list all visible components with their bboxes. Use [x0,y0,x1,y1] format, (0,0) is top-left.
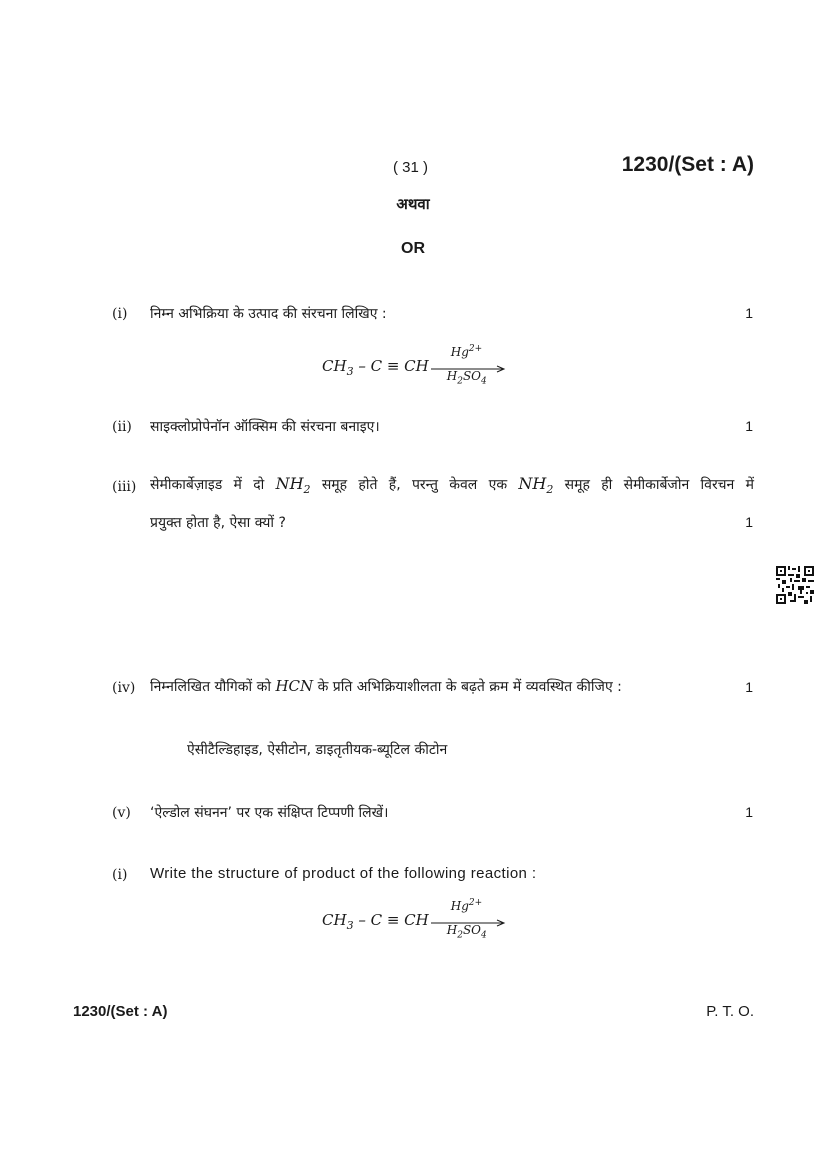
reaction-equation [322,344,507,387]
catalyst-label: $Hg^{2+}$ [450,898,483,913]
question-marks: 1 [745,418,753,434]
question-text: निम्नलिखित यौगिकों को HCN के प्रति अभिक्रियाशीलता के बढ़ते क्रम में व्यवस्थित कीजिए : [150,677,622,695]
reagent-label: $H_2SO_4$ [446,369,487,387]
catalyst-label: $Hg^{2+}$ [450,344,483,359]
question-text-line2: प्रयुक्त होता है, ऐसा क्यों ? [150,515,286,531]
question-number: (iv) [112,680,136,696]
qr-code [776,566,814,604]
question-marks: 1 [745,305,753,321]
set-label-header: 1230/(Set : A) [621,153,754,176]
reaction-reactant: $CH_3$ – C ≡ CH [322,356,429,378]
reagent-label: $H_2SO_4$ [446,923,487,941]
or-divider-hindi: अथवा [396,195,430,213]
set-label-footer: 1230/(Set : A) [73,1003,168,1020]
question-text: ‘ऐल्डोल संघनन’ पर एक संक्षिप्त टिप्पणी लिखें। [150,805,389,821]
question-text-english: Write the structure of product of the following reaction : [150,865,537,882]
reaction-arrow [431,344,507,387]
pto-label: P. T. O. [706,1003,754,1020]
question-marks: 1 [745,514,753,530]
question-number: (i) [112,867,128,883]
reaction-reactant: $CH_3$ – C ≡ CH [322,910,429,932]
nh2-formula: $NH_2$ [518,474,554,497]
question-text: निम्न अभिक्रिया के उत्पाद की संरचना लिखिए : [150,306,387,322]
compound-list: ऐसीटैल्डिहाइड, ऐसीटोन, डाइतृतीयक-ब्यूटिल कीटोन [187,742,448,758]
page-number: ( 31 ) [393,159,429,176]
question-number: (v) [112,805,131,821]
question-number: (i) [112,306,128,322]
reaction-arrow [431,898,507,941]
question-number: (iii) [112,479,137,495]
question-number: (ii) [112,419,132,435]
or-divider-english: OR [401,240,425,257]
hcn-formula: HCN [275,677,314,695]
nh2-formula: $NH_2$ [275,474,311,497]
reaction-equation [322,898,507,941]
question-marks: 1 [745,804,753,820]
question-text-line1: सेमीकार्बेज़ाइड में दो $NH_2$ समूह होते हैं, परन्तु केवल एक $NH_2$ समूह ही सेमीकार्बेजोन विरचन में [150,474,755,497]
question-text: साइक्लोप्रोपेनॉन ऑक्सिम की संरचना बनाइए। [150,419,380,435]
question-marks: 1 [745,679,753,695]
